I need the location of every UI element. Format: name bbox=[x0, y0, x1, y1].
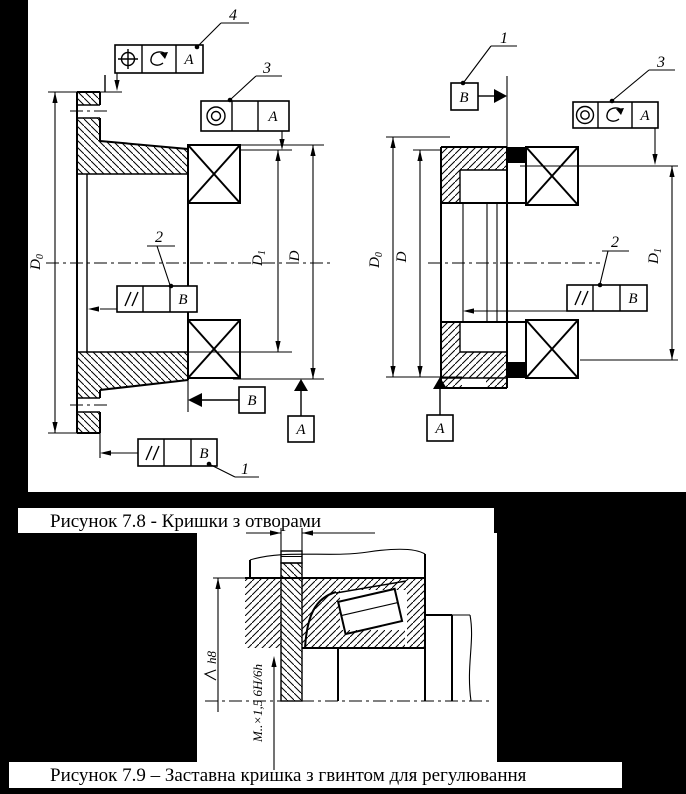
frame-datum-ref: A bbox=[640, 108, 650, 124]
fit-label: h8 bbox=[204, 651, 219, 664]
dim-label-d0: $D_0$ bbox=[367, 252, 385, 268]
svg-text:4: 4 bbox=[229, 7, 237, 24]
datum-letter: B bbox=[459, 90, 469, 106]
adjusting-screw bbox=[281, 551, 302, 701]
svg-text:3: 3 bbox=[263, 60, 271, 77]
datum-letter: B bbox=[247, 393, 257, 409]
svg-text:1: 1 bbox=[241, 461, 249, 478]
seal-ring-section bbox=[507, 147, 525, 163]
datum-letter: A bbox=[435, 421, 445, 437]
svg-text:2: 2 bbox=[155, 229, 163, 246]
thread-label: M..×1,5 6H/6h bbox=[250, 663, 265, 743]
datum-letter: A bbox=[296, 422, 306, 438]
frame-datum-ref: B bbox=[178, 292, 188, 308]
svg-text:1: 1 bbox=[500, 30, 508, 47]
frame-datum-ref: A bbox=[268, 109, 278, 125]
svg-text:3: 3 bbox=[657, 54, 665, 71]
frame-datum-ref: A bbox=[184, 52, 194, 68]
dim-label-d1: $D_1$ bbox=[646, 248, 664, 264]
frame-datum-ref: B bbox=[199, 446, 209, 462]
dim-label-d0: $D_0$ bbox=[28, 254, 46, 270]
frame-datum-ref: B bbox=[628, 291, 638, 307]
caption-figure-7-8: Рисунок 7.8 - Кришки з отворами bbox=[50, 511, 322, 532]
caption-figure-7-9: Рисунок 7.9 – Заставна кришка з гвинтом для регулювання bbox=[50, 765, 527, 786]
seal-ring-section bbox=[507, 362, 525, 378]
dim-label-d1: $D_1$ bbox=[250, 250, 268, 266]
dim-label-d: D bbox=[394, 251, 410, 263]
svg-text:2: 2 bbox=[611, 234, 619, 251]
dim-label-d: D bbox=[287, 250, 303, 262]
paper-panel-main bbox=[28, 0, 686, 492]
